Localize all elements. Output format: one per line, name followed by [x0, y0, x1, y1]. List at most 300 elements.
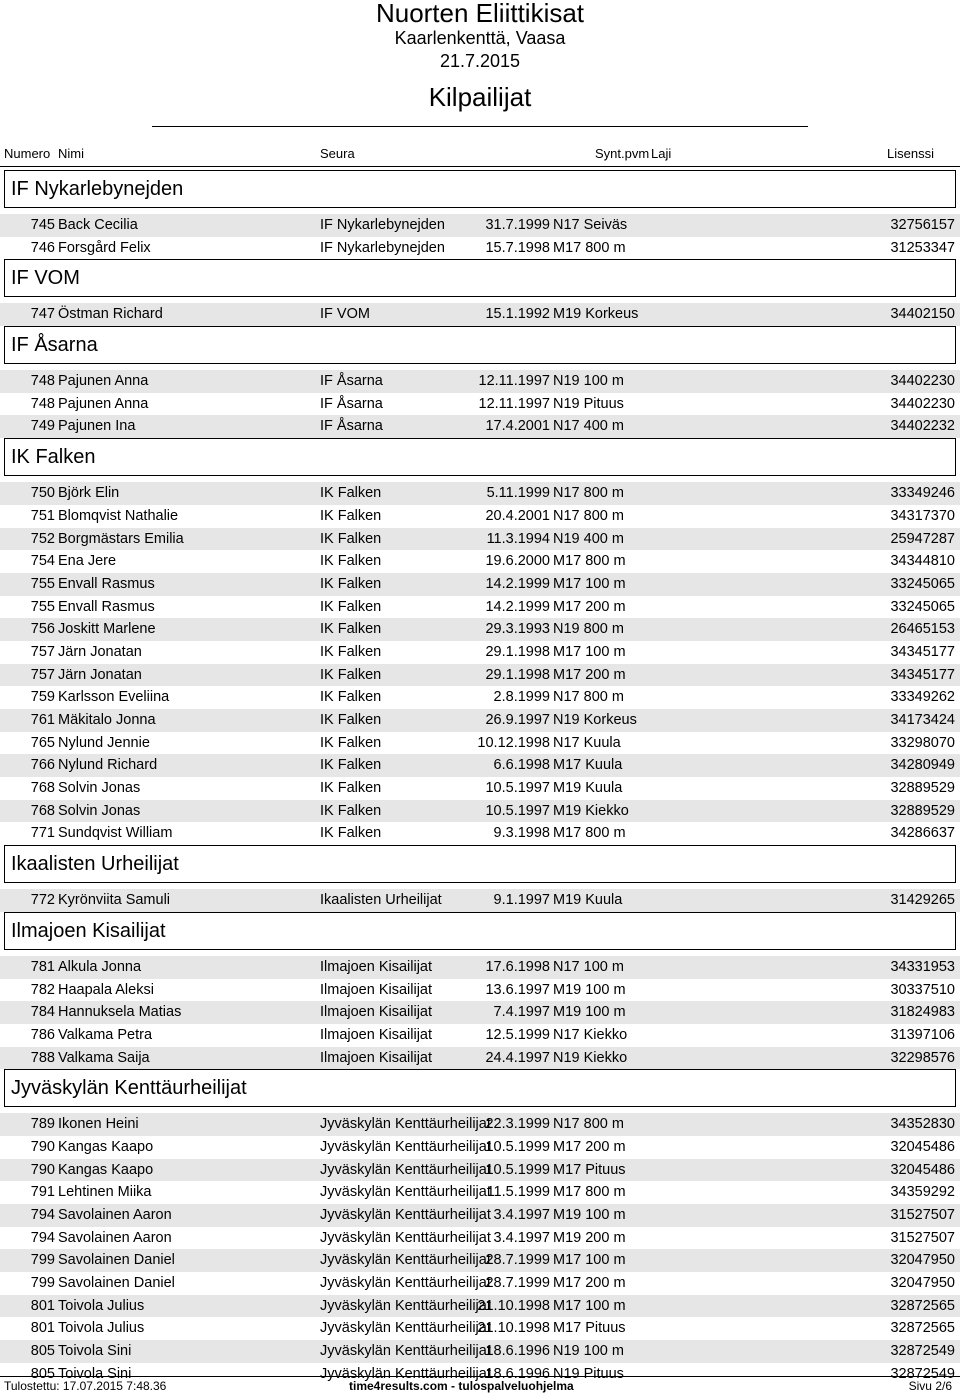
software-credit: time4results.com - tulospalveluohjelma [349, 1379, 574, 1393]
athlete-club: IK Falken [320, 780, 382, 797]
event-name: M19 100 m [553, 1207, 626, 1223]
event-name: N17 400 m [553, 418, 624, 435]
club-heading: IF Nykarlebynejden [4, 170, 956, 208]
license-number: 31527507 [890, 1229, 955, 1246]
bib-number: 768 [30, 802, 55, 819]
competitor-row [0, 889, 960, 912]
bib-number: 772 [30, 892, 55, 909]
athlete-name: Pajunen Anna [58, 373, 149, 390]
col-seura: Seura [320, 146, 355, 161]
athlete-club: IK Falken [320, 689, 382, 706]
athlete-name: Järn Jonatan [58, 643, 142, 660]
bib-number: 799 [30, 1275, 55, 1292]
athlete-club: IK Falken [320, 485, 382, 502]
event-name: M19 100 m [553, 981, 626, 998]
athlete-name: Toivola Sini [58, 1343, 132, 1360]
athlete-club: Jyväskylän Kenttäurheilijat [320, 1343, 491, 1360]
birth-date: 10.12.1998 [477, 734, 550, 751]
bib-number: 790 [30, 1138, 55, 1155]
license-number: 31824983 [890, 1004, 955, 1021]
athlete-club: Ikaalisten Urheilijat [320, 892, 442, 909]
athlete-name: Nylund Richard [58, 757, 158, 774]
athlete-name: Envall Rasmus [58, 575, 155, 592]
license-number: 34331953 [890, 958, 955, 975]
athlete-name: Kangas Kaapo [58, 1161, 154, 1178]
bib-number: 799 [30, 1252, 55, 1269]
competitor-row [0, 822, 960, 845]
license-number: 34402232 [890, 418, 955, 435]
athlete-name: Savolainen Daniel [58, 1275, 175, 1292]
license-number: 33349262 [890, 689, 955, 706]
event-name: M17 200 m [553, 598, 626, 615]
license-number: 31397106 [890, 1026, 955, 1043]
athlete-club: Jyväskylän Kenttäurheilijat [320, 1252, 491, 1269]
event-name: M19 100 m [553, 1004, 626, 1021]
birth-date: 19.6.2000 [485, 553, 550, 570]
license-number: 31429265 [890, 892, 955, 909]
event-name: N19 Pituus [553, 395, 624, 412]
competitor-row [0, 1340, 960, 1363]
competitor-row [0, 956, 960, 979]
competitor-row [0, 979, 960, 1002]
license-number: 34402230 [890, 395, 955, 412]
col-numero: Numero [4, 146, 51, 161]
athlete-club: IK Falken [320, 734, 382, 751]
birth-date: 31.7.1999 [485, 217, 550, 233]
athlete-name: Valkama Saija [58, 1049, 150, 1066]
event-name: M19 200 m [553, 1229, 626, 1246]
license-number: 34286637 [890, 825, 955, 842]
athlete-club: Ilmajoen Kisailijat [320, 1026, 433, 1043]
col-lisenssi: Lisenssi [887, 146, 934, 161]
page-title: Kilpailijat [428, 82, 532, 112]
event-name: M17 800 m [553, 239, 626, 256]
birth-date: 29.1.1998 [485, 666, 550, 683]
club-heading: IF VOM [4, 259, 956, 297]
bib-number: 766 [30, 757, 55, 774]
athlete-name: Mäkitalo Jonna [58, 712, 156, 728]
competitor-row [0, 237, 960, 260]
athlete-name: Toivola Julius [58, 1297, 145, 1314]
athlete-club: IF Åsarna [320, 373, 383, 390]
athlete-club: IK Falken [320, 575, 382, 592]
event-name: N19 Kiekko [553, 1049, 628, 1066]
event-name: N19 400 m [553, 530, 624, 547]
athlete-club: Ilmajoen Kisailijat [320, 1004, 433, 1021]
athlete-club: IK Falken [320, 621, 382, 638]
athlete-club: Jyväskylän Kenttäurheilijat [320, 1320, 491, 1337]
license-number: 32889529 [890, 802, 955, 819]
competitor-row [0, 1113, 960, 1136]
license-number: 32298576 [890, 1049, 955, 1066]
footer-divider [0, 1376, 960, 1377]
event-name: N19 800 m [553, 621, 624, 638]
event-name: M17 200 m [553, 666, 626, 683]
athlete-name: Nylund Jennie [58, 734, 150, 751]
license-number: 32756157 [890, 217, 955, 233]
athlete-name: Borgmästars Emilia [58, 530, 184, 547]
printed-timestamp: Tulostettu: 17.07.2015 7:48.36 [4, 1379, 167, 1393]
birth-date: 28.7.1999 [485, 1275, 550, 1292]
athlete-name: Hannuksela Matias [58, 1004, 182, 1021]
birth-date: 7.4.1997 [493, 1004, 550, 1021]
athlete-name: Toivola Sini [58, 1365, 132, 1382]
competitor-row [0, 800, 960, 823]
license-number: 31527507 [890, 1207, 955, 1223]
event-name: M17 800 m [553, 1184, 626, 1201]
license-number: 32889529 [890, 780, 955, 797]
license-number: 32872565 [890, 1320, 955, 1337]
birth-date: 21.10.1998 [477, 1297, 550, 1314]
competitor-row [0, 393, 960, 416]
athlete-name: Östman Richard [58, 306, 163, 323]
license-number: 32045486 [890, 1138, 955, 1155]
event-name: M17 Pituus [553, 1161, 626, 1178]
athlete-club: IF Åsarna [320, 395, 383, 412]
col-syntpvm: Synt.pvm [595, 146, 650, 161]
report-header [0, 0, 960, 112]
event-name: M17 100 m [553, 643, 626, 660]
birth-date: 12.5.1999 [485, 1026, 550, 1043]
license-number: 34402150 [890, 306, 955, 323]
col-nimi: Nimi [58, 146, 84, 161]
bib-number: 790 [30, 1161, 55, 1178]
event-name: M19 Kuula [553, 892, 623, 909]
athlete-club: Jyväskylän Kenttäurheilijat [320, 1275, 491, 1292]
bib-number: 794 [30, 1207, 55, 1223]
event-name: N19 Pituus [553, 1365, 624, 1382]
athlete-club: Jyväskylän Kenttäurheilijat [320, 1184, 491, 1201]
bib-number: 756 [30, 621, 55, 638]
birth-date: 15.7.1998 [485, 239, 550, 256]
event-name: N19 100 m [553, 1343, 624, 1360]
athlete-club: Ilmajoen Kisailijat [320, 1049, 433, 1066]
athlete-name: Solvin Jonas [58, 802, 141, 819]
event-name: M17 100 m [553, 1297, 626, 1314]
athlete-name: Sundqvist William [58, 825, 173, 842]
competitor-row [0, 482, 960, 505]
athlete-name: Back Cecilia [58, 217, 138, 233]
birth-date: 3.4.1997 [493, 1229, 550, 1246]
license-number: 33245065 [890, 575, 955, 592]
competitor-row [0, 709, 960, 732]
athlete-name: Järn Jonatan [58, 666, 142, 683]
athlete-name: Kyrönviita Samuli [58, 892, 171, 909]
competitor-row [0, 550, 960, 573]
birth-date: 29.1.1998 [485, 643, 550, 660]
athlete-name: Björk Elin [58, 485, 120, 502]
event-name: M17 800 m [553, 553, 626, 570]
license-number: 32872565 [890, 1297, 955, 1314]
competitor-row [0, 1295, 960, 1318]
athlete-name: Forsgård Felix [58, 239, 151, 256]
license-number: 32872549 [890, 1343, 955, 1360]
bib-number: 789 [30, 1116, 55, 1133]
club-heading: IF Åsarna [4, 326, 956, 364]
athlete-name: Karlsson Eveliina [58, 689, 170, 706]
bib-number: 745 [30, 217, 55, 233]
bib-number: 755 [30, 575, 55, 592]
license-number: 34345177 [890, 643, 955, 660]
bib-number: 759 [30, 689, 55, 706]
birth-date: 14.2.1999 [485, 575, 550, 592]
bib-number: 765 [30, 734, 55, 751]
athlete-name: Ikonen Heini [58, 1116, 139, 1133]
bib-number: 748 [30, 373, 55, 390]
event-name: N19 Korkeus [553, 712, 637, 728]
bib-number: 782 [30, 981, 55, 998]
athlete-club: Jyväskylän Kenttäurheilijat [320, 1229, 491, 1246]
birth-date: 21.10.1998 [477, 1320, 550, 1337]
bib-number: 754 [30, 553, 55, 570]
bib-number: 757 [30, 643, 55, 660]
competitor-row [0, 618, 960, 641]
birth-date: 9.3.1998 [493, 825, 550, 842]
birth-date: 6.6.1998 [493, 757, 550, 774]
bib-number: 794 [30, 1229, 55, 1246]
athlete-club: Ilmajoen Kisailijat [320, 958, 433, 975]
birth-date: 9.1.1997 [493, 892, 550, 909]
event-name: M19 Korkeus [553, 306, 639, 323]
bib-number: 786 [30, 1026, 55, 1043]
athlete-club: IK Falken [320, 802, 382, 819]
club-heading: Ilmajoen Kisailijat [4, 912, 956, 950]
competitor-row [0, 1227, 960, 1250]
competitor-row [0, 1204, 960, 1227]
bib-number: 755 [30, 598, 55, 615]
athlete-club: Ilmajoen Kisailijat [320, 981, 433, 998]
event-name: N17 Kuula [553, 734, 621, 751]
athlete-club: IF Nykarlebynejden [320, 239, 445, 256]
event-name: N19 100 m [553, 373, 624, 390]
athlete-name: Savolainen Aaron [58, 1229, 172, 1246]
license-number: 33349246 [890, 485, 955, 502]
athlete-club: IK Falken [320, 643, 382, 660]
bib-number: 761 [30, 712, 55, 728]
event-name: M17 800 m [553, 825, 626, 842]
athlete-club: IK Falken [320, 825, 382, 842]
birth-date: 12.11.1997 [478, 395, 550, 412]
competitor-row [0, 777, 960, 800]
birth-date: 20.4.2001 [485, 507, 550, 524]
athlete-name: Envall Rasmus [58, 598, 155, 615]
bib-number: 771 [30, 825, 55, 842]
competitor-row [0, 1159, 960, 1182]
license-number: 33245065 [890, 598, 955, 615]
birth-date: 10.5.1997 [485, 780, 550, 797]
birth-date: 10.5.1997 [485, 802, 550, 819]
competitor-row [0, 573, 960, 596]
license-number: 34317370 [890, 507, 955, 524]
license-number: 34352830 [890, 1116, 955, 1133]
bib-number: 750 [30, 485, 55, 502]
license-number: 26465153 [890, 621, 955, 638]
birth-date: 17.6.1998 [485, 958, 550, 975]
athlete-club: IF Nykarlebynejden [320, 217, 445, 233]
competitor-row [0, 754, 960, 777]
bib-number: 751 [30, 507, 55, 524]
athlete-club: Jyväskylän Kenttäurheilijat [320, 1297, 491, 1314]
competitor-row [0, 686, 960, 709]
athlete-name: Ena Jere [58, 553, 117, 570]
event-date: 21.7.2015 [439, 51, 521, 71]
competitor-row [0, 732, 960, 755]
athlete-name: Joskitt Marlene [58, 621, 156, 638]
bib-number: 805 [30, 1365, 55, 1382]
birth-date: 28.7.1999 [485, 1252, 550, 1269]
birth-date: 26.9.1997 [485, 712, 550, 728]
competitor-row [0, 1272, 960, 1295]
athlete-club: IK Falken [320, 666, 382, 683]
athlete-name: Toivola Julius [58, 1320, 145, 1337]
athlete-name: Lehtinen Miika [58, 1184, 152, 1201]
club-heading: Ikaalisten Urheilijat [4, 845, 956, 883]
athlete-name: Kangas Kaapo [58, 1138, 154, 1155]
competitor-row [0, 641, 960, 664]
event-name: M17 100 m [553, 575, 626, 592]
bib-number: 788 [30, 1049, 55, 1066]
athlete-club: IF Åsarna [320, 418, 383, 435]
bib-number: 752 [30, 530, 55, 547]
athlete-name: Pajunen Anna [58, 395, 149, 412]
athlete-name: Blomqvist Nathalie [58, 507, 179, 524]
athlete-club: IF VOM [320, 306, 370, 323]
club-heading: IK Falken [4, 438, 956, 476]
athlete-club: IK Falken [320, 507, 382, 524]
competitor-row [0, 1249, 960, 1272]
event-name: N17 800 m [553, 1116, 624, 1133]
bib-number: 801 [30, 1320, 55, 1337]
athlete-name: Savolainen Aaron [58, 1207, 172, 1223]
event-name: N17 800 m [553, 507, 624, 524]
event-name: N17 800 m [553, 689, 624, 706]
license-number: 34359292 [890, 1184, 955, 1201]
event-name: N17 Seiväs [553, 217, 628, 233]
birth-date: 17.4.2001 [485, 418, 550, 435]
event-name: M19 Kiekko [553, 802, 629, 819]
bib-number: 748 [30, 395, 55, 412]
athlete-name: Haapala Aleksi [58, 981, 154, 998]
athlete-name: Alkula Jonna [58, 958, 142, 975]
birth-date: 14.2.1999 [485, 598, 550, 615]
bib-number: 781 [30, 958, 55, 975]
athlete-name: Pajunen Ina [58, 418, 136, 435]
birth-date: 11.5.1999 [486, 1184, 550, 1201]
event-name: M17 Kuula [553, 757, 623, 774]
birth-date: 18.6.1996 [485, 1343, 550, 1360]
license-number: 33298070 [890, 734, 955, 751]
competitor-row [0, 1024, 960, 1047]
col-laji: Laji [651, 146, 672, 161]
competitor-row [0, 1317, 960, 1340]
birth-date: 3.4.1997 [493, 1207, 550, 1223]
license-number: 34344810 [890, 553, 955, 570]
competitor-row [0, 528, 960, 551]
page-number: Sivu 2/6 [908, 1379, 952, 1393]
competitor-row [0, 1136, 960, 1159]
competitor-list [0, 170, 960, 1386]
license-number: 34402230 [890, 373, 955, 390]
birth-date: 5.11.1999 [486, 485, 550, 502]
column-header [0, 146, 960, 164]
license-number: 25947287 [890, 530, 955, 547]
athlete-club: Jyväskylän Kenttäurheilijat [320, 1116, 491, 1133]
competitor-row [0, 214, 960, 237]
athlete-club: IK Falken [320, 553, 382, 570]
bib-number: 768 [30, 780, 55, 797]
birth-date: 15.1.1992 [485, 306, 550, 323]
license-number: 32872549 [890, 1365, 955, 1382]
athlete-name: Valkama Petra [58, 1026, 153, 1043]
event-name: M17 200 m [553, 1275, 626, 1292]
license-number: 30337510 [890, 981, 955, 998]
event-name: M17 100 m [553, 1252, 626, 1269]
competitor-row [0, 415, 960, 438]
event-name: N17 100 m [553, 958, 624, 975]
bib-number: 801 [30, 1297, 55, 1314]
competitor-row [0, 1001, 960, 1024]
athlete-club: IK Falken [320, 530, 382, 547]
bib-number: 757 [30, 666, 55, 683]
birth-date: 18.6.1996 [485, 1365, 550, 1382]
birth-date: 24.4.1997 [485, 1049, 550, 1066]
venue: Kaarlenkenttä, Vaasa [394, 28, 566, 48]
license-number: 32047950 [890, 1252, 955, 1269]
bib-number: 749 [30, 418, 55, 435]
athlete-club: Jyväskylän Kenttäurheilijat [320, 1138, 491, 1155]
bib-number: 747 [30, 306, 55, 323]
license-number: 34173424 [890, 712, 955, 728]
competitor-row [0, 596, 960, 619]
license-number: 32045486 [890, 1161, 955, 1178]
license-number: 32047950 [890, 1275, 955, 1292]
birth-date: 10.5.1999 [485, 1138, 550, 1155]
birth-date: 12.11.1997 [478, 373, 550, 390]
athlete-club: Jyväskylän Kenttäurheilijat [320, 1207, 491, 1223]
competitor-row [0, 303, 960, 326]
bib-number: 791 [30, 1184, 55, 1201]
athlete-club: IK Falken [320, 712, 382, 728]
athlete-name: Solvin Jonas [58, 780, 141, 797]
bib-number: 784 [30, 1004, 55, 1021]
athlete-club: Jyväskylän Kenttäurheilijat [320, 1161, 491, 1178]
birth-date: 2.8.1999 [493, 689, 550, 706]
license-number: 34345177 [890, 666, 955, 683]
athlete-club: Jyväskylän Kenttäurheilijat [320, 1365, 491, 1382]
bib-number: 805 [30, 1343, 55, 1360]
competitor-row [0, 1047, 960, 1070]
club-heading: Jyväskylän Kenttäurheilijat [4, 1069, 956, 1107]
event-name: M19 Kuula [553, 780, 623, 797]
event-name: M17 Pituus [553, 1320, 626, 1337]
title-divider [152, 126, 808, 127]
bib-number: 746 [30, 239, 55, 256]
athlete-club: IK Falken [320, 598, 382, 615]
event-name: N17 Kiekko [553, 1026, 628, 1043]
birth-date: 13.6.1997 [485, 981, 550, 998]
athlete-club: IK Falken [320, 757, 382, 774]
competitor-row [0, 1181, 960, 1204]
event-title: Nuorten Eliittikisat [375, 0, 585, 28]
athlete-name: Savolainen Daniel [58, 1252, 175, 1269]
event-name: M17 200 m [553, 1138, 626, 1155]
competitor-row [0, 664, 960, 687]
event-name: N17 800 m [553, 485, 624, 502]
birth-date: 11.3.1994 [486, 530, 550, 547]
license-number: 34280949 [890, 757, 955, 774]
competitor-row [0, 505, 960, 528]
birth-date: 29.3.1993 [485, 621, 550, 638]
